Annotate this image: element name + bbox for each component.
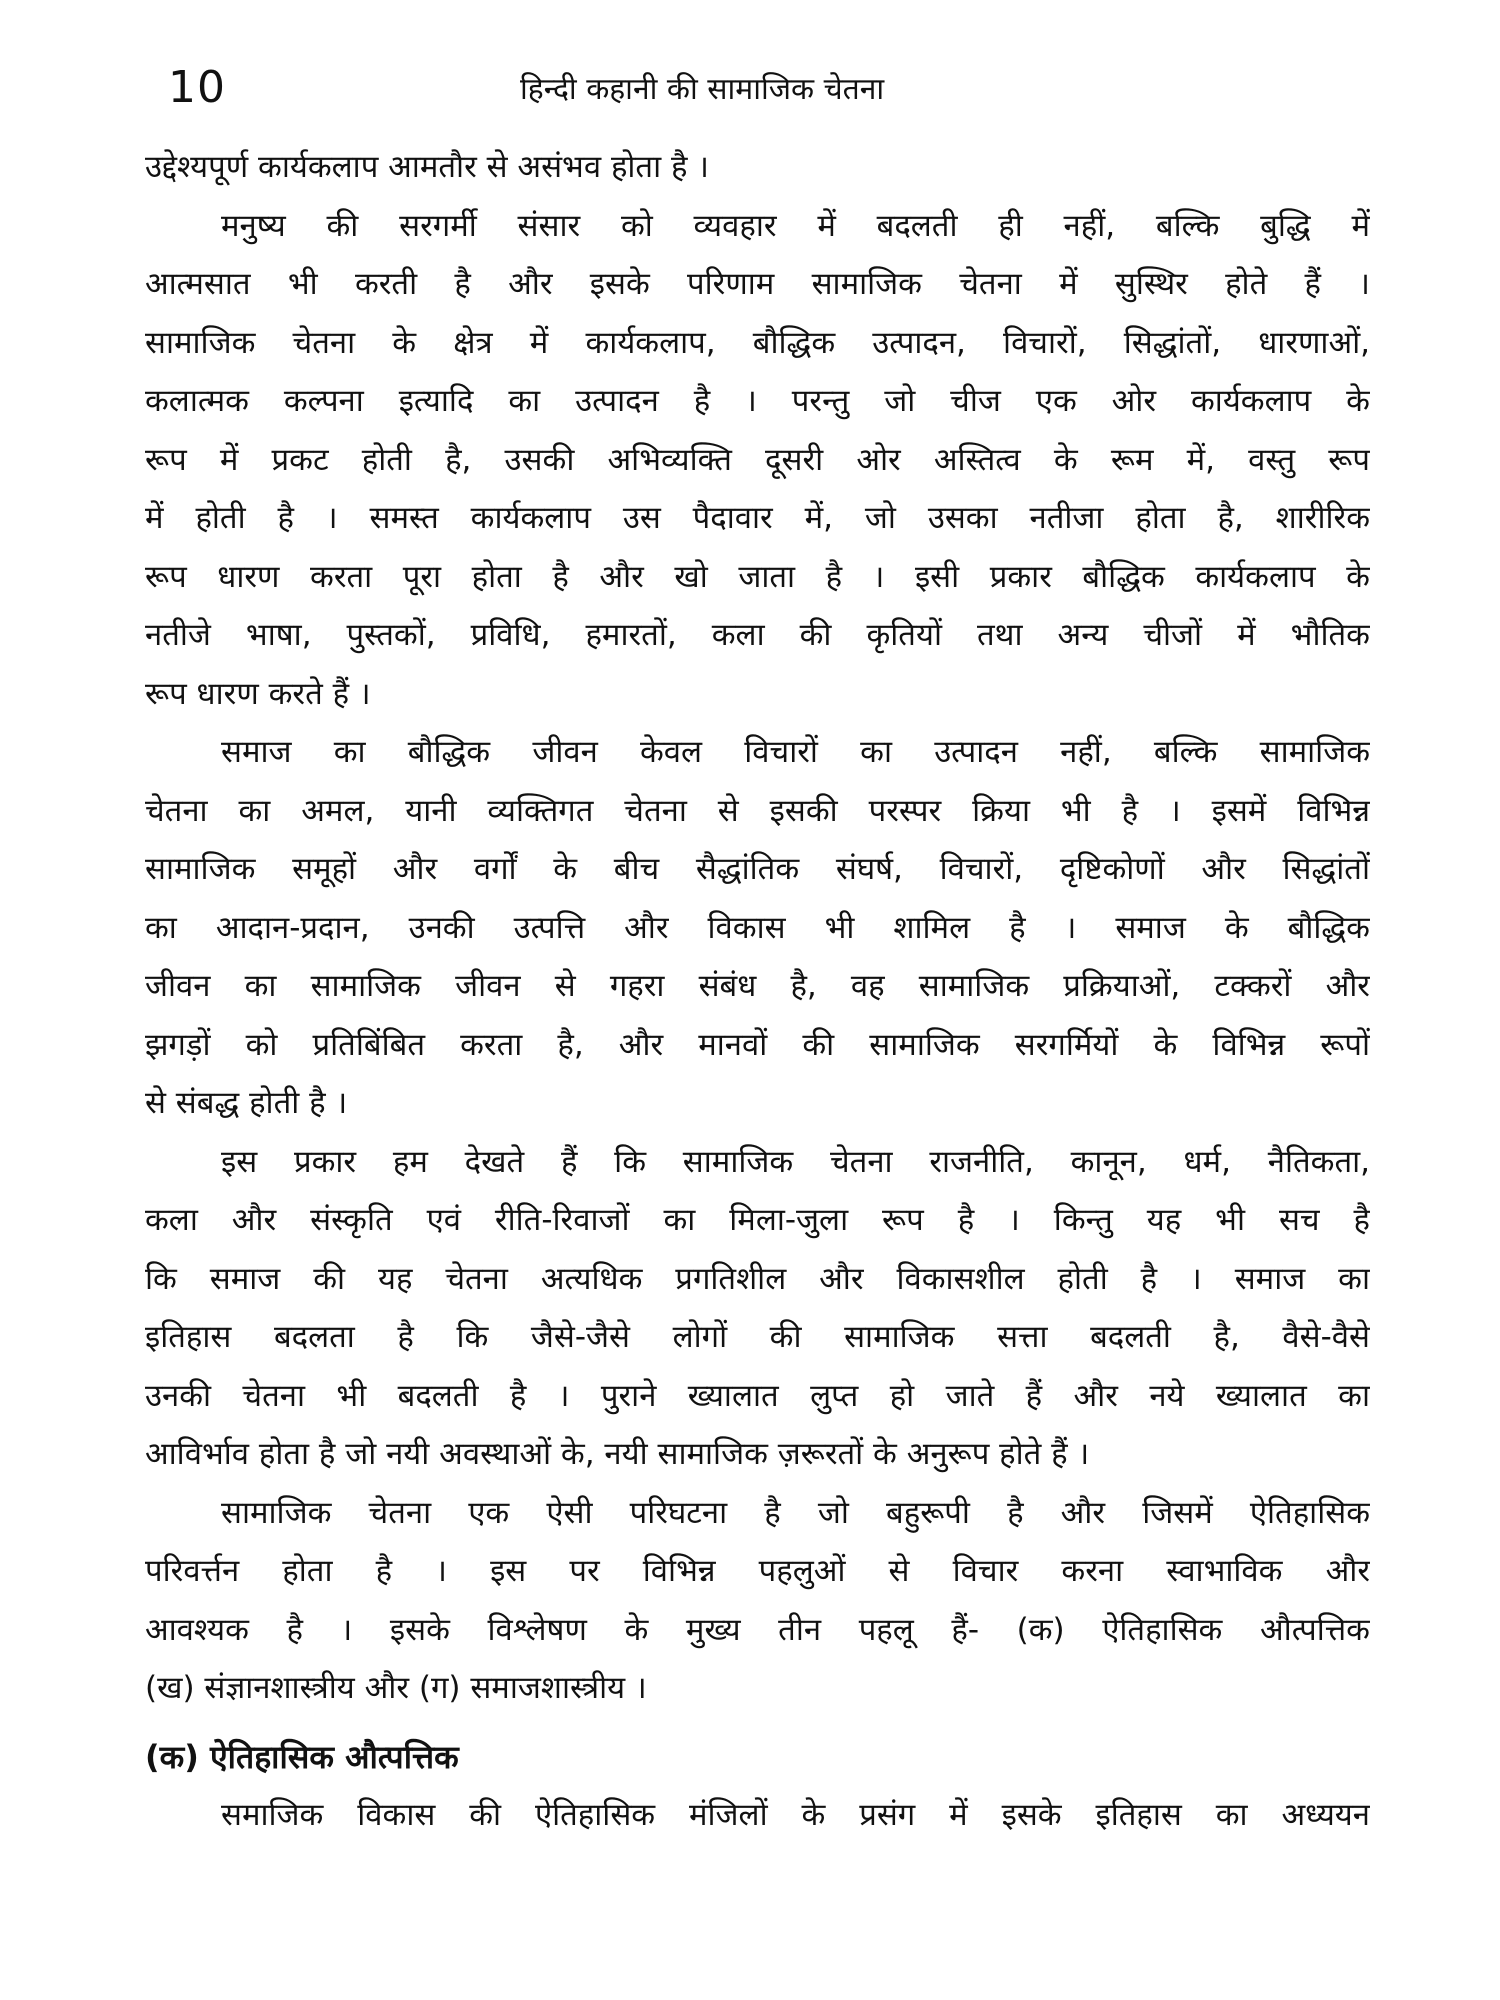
text-line: चेतना का अमल, यानी व्यक्तिगत चेतना से इसकी परस्पर क्रिया भी है । इसमें विभिन्न: [145, 792, 1370, 829]
text-line: कलात्मक कल्पना इत्यादि का उत्पादन है । परन्तु जो चीज एक ओर कार्यकलाप के: [145, 383, 1370, 419]
text-line: रूप धारण करता पूरा होता है और खो जाता है । इसी प्रकार बौद्धिक कार्यकलाप के: [145, 558, 1370, 595]
paragraph-3: [145, 723, 1370, 1133]
text-line: उनकी चेतना भी बदलती है । पुराने ख्यालात लुप्त हो जाते हैं और नये ख्यालात का: [145, 1377, 1370, 1414]
text-line: आत्मसात भी करती है और इसके परिणाम सामाजिक चेतना में सुस्थिर होते हैं ।: [145, 266, 1370, 302]
paragraph-4: [145, 1133, 1370, 1484]
body-text: [145, 138, 1370, 1845]
text-line: रूप में प्रकट होती है, उसकी अभिव्यक्ति दूसरी ओर अस्तित्व के रूम में, वस्तु रूप: [145, 441, 1370, 478]
text-line: सामाजिक चेतना एक ऐसी परिघटना है जो बहुरूपी है और जिसमें ऐतिहासिक: [221, 1494, 1370, 1531]
text-line: सामाजिक समूहों और वर्गों के बीच सैद्धांतिक संघर्ष, विचारों, दृष्टिकोणों और सिद्धांतों: [145, 851, 1370, 887]
text-line: सामाजिक चेतना के क्षेत्र में कार्यकलाप, बौद्धिक उत्पादन, विचारों, सिद्धांतों, धारणाओं,: [145, 324, 1370, 361]
text-line: कि समाज की यह चेतना अत्यधिक प्रगतिशील और विकासशील होती है । समाज का: [145, 1260, 1370, 1297]
text-line: आवश्यक है । इसके विश्लेषण के मुख्य तीन पहलू हैं- (क) ऐतिहासिक औत्पत्तिक: [145, 1611, 1370, 1648]
paragraph-1: [145, 138, 1370, 197]
text-line: आविर्भाव होता है जो नयी अवस्थाओं के, नयी सामाजिक ज़रूरतों के अनुरूप होते हैं ।: [145, 1436, 1090, 1472]
text-line: जीवन का सामाजिक जीवन से गहरा संबंध है, वह सामाजिक प्रक्रियाओं, टक्करों और: [145, 968, 1370, 1004]
text-line: (ख) संज्ञानशास्त्रीय और (ग) समाजशास्त्रीय ।: [145, 1670, 647, 1706]
text-line: इस प्रकार हम देखते हैं कि सामाजिक चेतना राजनीति, कानून, धर्म, नैतिकता,: [221, 1143, 1370, 1180]
text-line: समाज का बौद्धिक जीवन केवल विचारों का उत्पादन नहीं, बल्कि सामाजिक: [221, 734, 1370, 770]
text-line: में होती है । समस्त कार्यकलाप उस पैदावार में, जो उसका नतीजा होता है, शारीरिक: [145, 500, 1370, 536]
text-line: से संबद्ध होती है ।: [145, 1085, 348, 1121]
text-line: झगड़ों को प्रतिबिंबित करता है, और मानवों की सामाजिक सरगर्मियों के विभिन्न रूपों: [145, 1026, 1370, 1063]
paragraph-5: [145, 1484, 1370, 1718]
text-line: समाजिक विकास की ऐतिहासिक मंजिलों के प्रसंग में इसके इतिहास का अध्ययन: [221, 1797, 1370, 1833]
text-line: मनुष्य की सरगर्मी संसार को व्यवहार में बदलती ही नहीं, बल्कि बुद्धि में: [221, 207, 1370, 244]
text-line: रूप धारण करते हैं ।: [145, 675, 371, 712]
text-line: इतिहास बदलता है कि जैसे-जैसे लोगों की सामाजिक सत्ता बदलती है, वैसे-वैसे: [145, 1319, 1370, 1355]
section-paragraph: [145, 1786, 1370, 1845]
text-line: कला और संस्कृति एवं रीति-रिवाजों का मिला-जुला रूप है । किन्तु यह भी सच है: [145, 1202, 1370, 1238]
text-line: उद्देश्यपूर्ण कार्यकलाप आमतौर से असंभव होता है ।: [145, 149, 710, 185]
text-line: नतीजे भाषा, पुस्तकों, प्रविधि, हमारतों, कला की कृतियों तथा अन्य चीजों में भौतिक: [145, 617, 1370, 653]
section-heading: (क) ऐतिहासिक औत्पत्तिक: [145, 1737, 459, 1776]
running-header-title: हिन्दी कहानी की सामाजिक चेतना: [520, 72, 885, 107]
text-line: का आदान-प्रदान, उनकी उत्पत्ति और विकास भी शामिल है । समाज के बौद्धिक: [145, 909, 1370, 946]
page-number: 10: [168, 62, 226, 113]
text-line: परिवर्त्तन होता है । इस पर विभिन्न पहलुओं से विचार करना स्वाभाविक और: [145, 1553, 1370, 1589]
paragraph-2: [145, 197, 1370, 724]
